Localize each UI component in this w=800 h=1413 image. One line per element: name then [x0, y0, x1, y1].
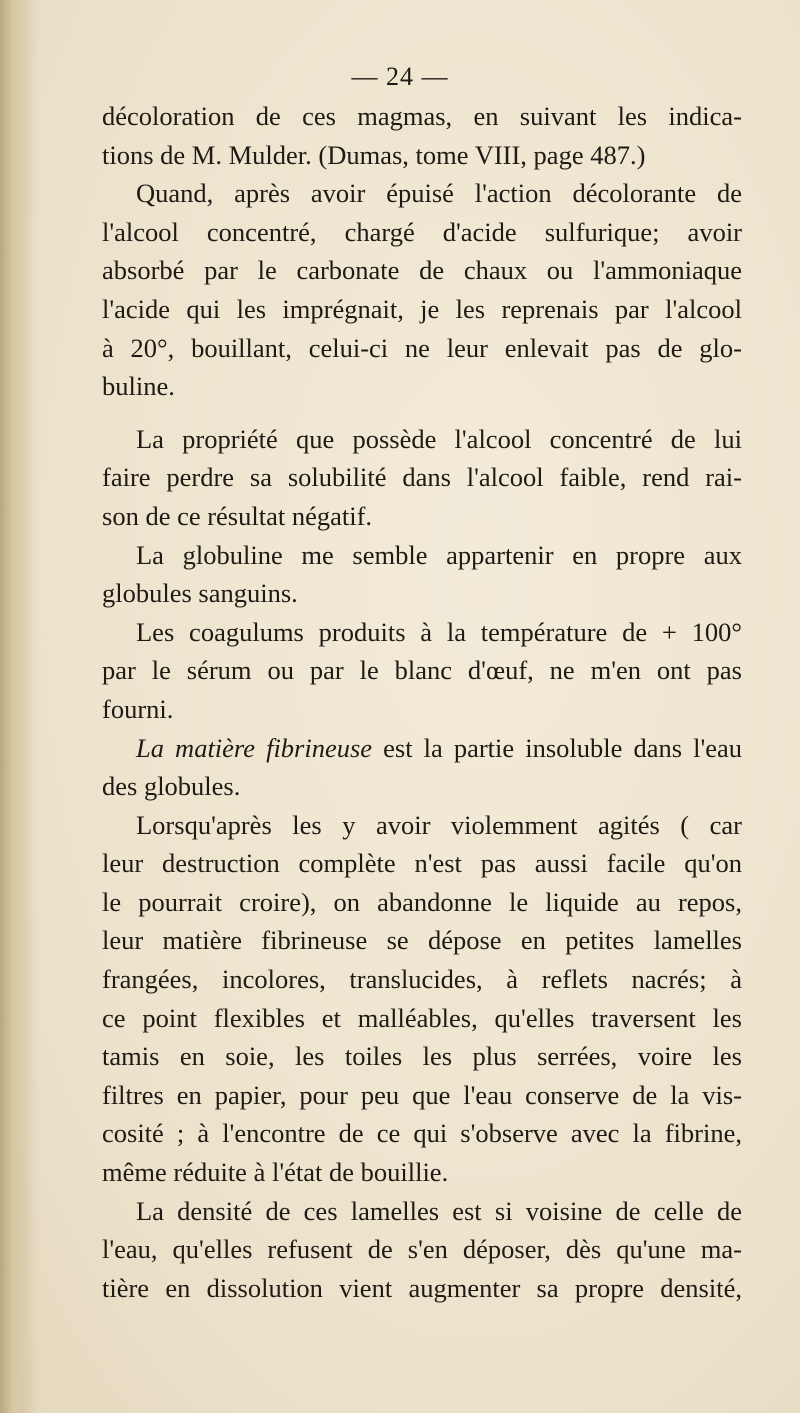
text-line: La densité de ces lamelles est si voisine de celle de	[136, 1195, 742, 1226]
binding-gutter	[0, 0, 34, 1413]
page-number: — 24 —	[351, 62, 449, 91]
text-line: leur matière fibrineuse se dépose en petites lamelles	[102, 925, 742, 956]
text-line: cosité ; à l'encontre de ce qui s'observe avec la fibrine,	[102, 1118, 742, 1149]
text-line: l'alcool concentré, chargé d'acide sulfurique; avoir	[102, 216, 742, 247]
text-line	[102, 729, 742, 768]
text-line: faire perdre sa solubilité dans l'alcool faible, rend rai-	[102, 462, 742, 493]
paragraph-gap	[102, 406, 742, 420]
text-line: des globules.	[102, 771, 241, 802]
text-line: leur destruction complète n'est pas aussi facile qu'on	[102, 848, 742, 879]
text-line: ce point flexibles et malléables, qu'elles traversent les	[102, 1002, 742, 1033]
text-line: par le sérum ou par le blanc d'œuf, ne m'en ont pas	[102, 655, 742, 686]
text-line: Les coagulums produits à la température de + 100°	[136, 616, 742, 647]
text-line: Lorsqu'après les y avoir violemment agités ( car	[136, 809, 742, 840]
text-line: l'eau, qu'elles refusent de s'en déposer, dès qu'une ma-	[102, 1234, 742, 1265]
text-line: buline.	[102, 371, 175, 402]
text-line: fourni.	[102, 693, 174, 724]
text-line: globules sanguins.	[102, 578, 298, 609]
text-line: tière en dissolution vient augmenter sa propre densité,	[102, 1272, 742, 1303]
italic-term: La matière fibrineuse	[136, 732, 373, 763]
text-line: La propriété que possède l'alcool concentré de lui	[136, 423, 742, 454]
text-line: l'acide qui les imprégnait, je les reprenais par l'alcool	[102, 293, 742, 324]
text-line: absorbé par le carbonate de chaux ou l'ammoniaque	[102, 255, 742, 286]
text-line: à 20°, bouillant, celui-ci ne leur enlevait pas de glo-	[102, 332, 742, 363]
text-line: le pourrait croire), on abandonne le liquide au repos,	[102, 886, 742, 917]
text-line: même réduite à l'état de bouillie.	[102, 1157, 449, 1188]
text-line: filtres en papier, pour peu que l'eau conserve de la vis-	[102, 1079, 742, 1110]
text-line: décoloration de ces magmas, en suivant les indica-	[102, 101, 742, 131]
text-line: tamis en soie, les toiles les plus serrées, voire les	[102, 1041, 742, 1072]
text-line: La globuline me semble appartenir en propre aux	[136, 539, 742, 570]
text-line: son de ce résultat négatif.	[102, 500, 373, 531]
text-line: frangées, incolores, translucides, à reflets nacrés; à	[102, 964, 742, 995]
text-line: Quand, après avoir épuisé l'action décolorante de	[136, 178, 742, 209]
line-text: est la partie insoluble dans l'eau	[372, 732, 742, 763]
text-line: tions de M. Mulder. (Dumas, tome VIII, page 487.)	[102, 139, 646, 170]
body-text	[102, 97, 742, 1307]
